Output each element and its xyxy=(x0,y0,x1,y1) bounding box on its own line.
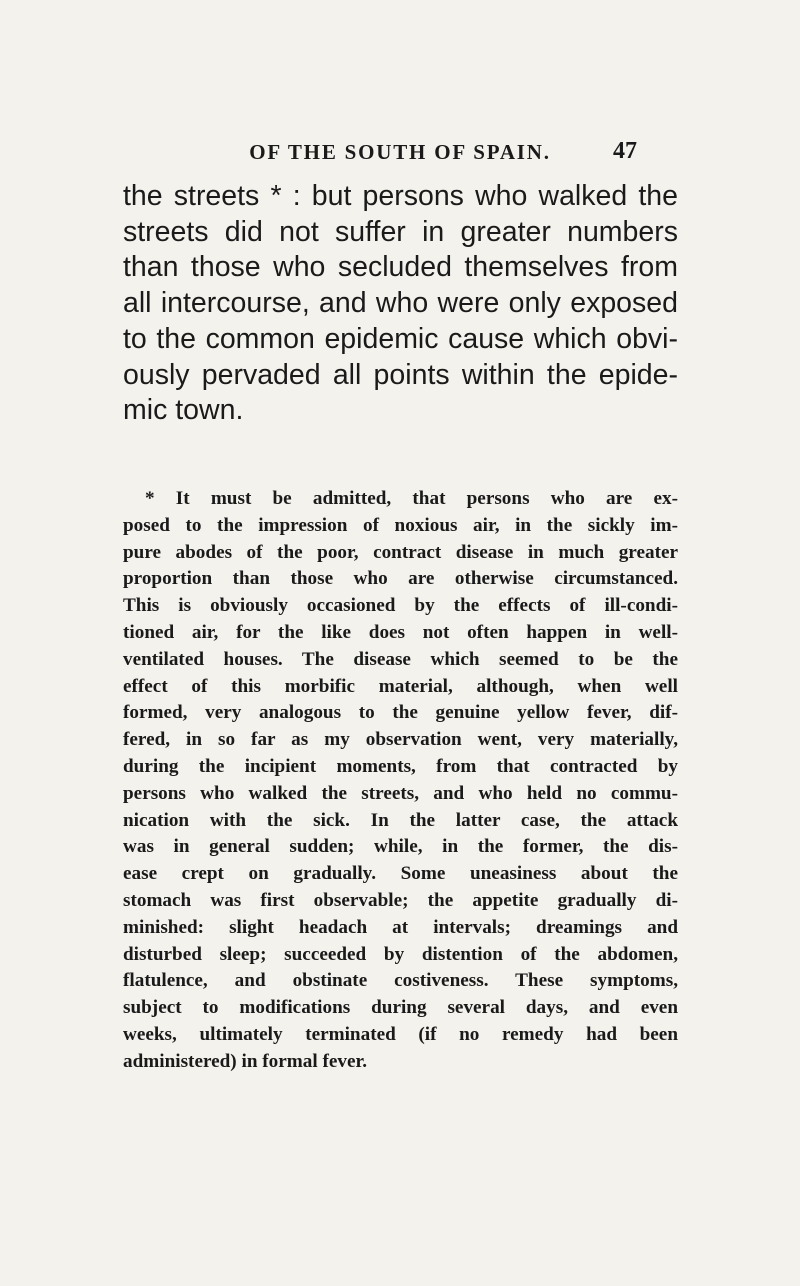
footnote-line: fered, in so far as my observation went, very materially, xyxy=(123,729,678,751)
footnote-line: proportion than those who are otherwise circumstanced. xyxy=(123,568,678,590)
footnote xyxy=(123,486,678,1076)
footnote-line: posed to the impression of noxious air, in the sickly im- xyxy=(123,514,678,536)
text-line: than those who secluded themselves from xyxy=(123,251,678,284)
main-text-paragraph xyxy=(123,179,678,429)
footnote-line: flatulence, and obstinate costiveness. These symptoms, xyxy=(123,970,678,992)
footnote-line: nication with the sick. In the latter case, the attack xyxy=(123,809,678,831)
footnote-line: stomach was first observable; the appetite gradually di- xyxy=(123,889,678,911)
footnote-line: ease crept on gradually. Some uneasiness about the xyxy=(123,863,678,885)
footnote-line: disturbed sleep; succeeded by distention of the abdomen, xyxy=(123,943,678,965)
text-line: mic town. xyxy=(123,394,244,427)
footnote-line: during the incipient moments, from that contracted by xyxy=(123,755,678,777)
footnote-line: pure abodes of the poor, contract disease in much greater xyxy=(123,541,678,563)
running-head xyxy=(0,140,800,170)
footnote-line: This is obviously occasioned by the effects of ill-condi- xyxy=(123,595,678,617)
footnote-line: weeks, ultimately terminated (if no remedy had been xyxy=(123,1023,678,1045)
footnote-line: * It must be admitted, that persons who are ex- xyxy=(145,488,678,509)
footnote-line: was in general sudden; while, in the former, the dis- xyxy=(123,836,678,858)
text-line: to the common epidemic cause which obvi- xyxy=(123,322,678,355)
page-number: 47 xyxy=(613,138,637,164)
text-line: ously pervaded all points within the epide- xyxy=(123,358,678,391)
footnote-line: administered) in formal fever. xyxy=(123,1050,368,1072)
text-line: the streets * : but persons who walked the xyxy=(123,180,678,212)
text-line: all intercourse, and who were only exposed xyxy=(123,287,678,320)
running-title: OF THE SOUTH OF SPAIN. xyxy=(249,140,551,164)
footnote-line: minished: slight headach at intervals; dreamings and xyxy=(123,916,678,938)
footnote-line: ventilated houses. The disease which seemed to be the xyxy=(123,648,678,670)
text-line: streets did not suffer in greater numbers xyxy=(123,215,678,248)
footnote-line: tioned air, for the like does not often happen in well- xyxy=(123,621,678,643)
footnote-line: formed, very analogous to the genuine yellow fever, dif- xyxy=(123,702,678,724)
footnote-line: persons who walked the streets, and who held no commu- xyxy=(123,782,678,804)
footnote-line: effect of this morbific material, although, when well xyxy=(123,675,678,697)
footnote-line: subject to modifications during several days, and even xyxy=(123,997,678,1019)
